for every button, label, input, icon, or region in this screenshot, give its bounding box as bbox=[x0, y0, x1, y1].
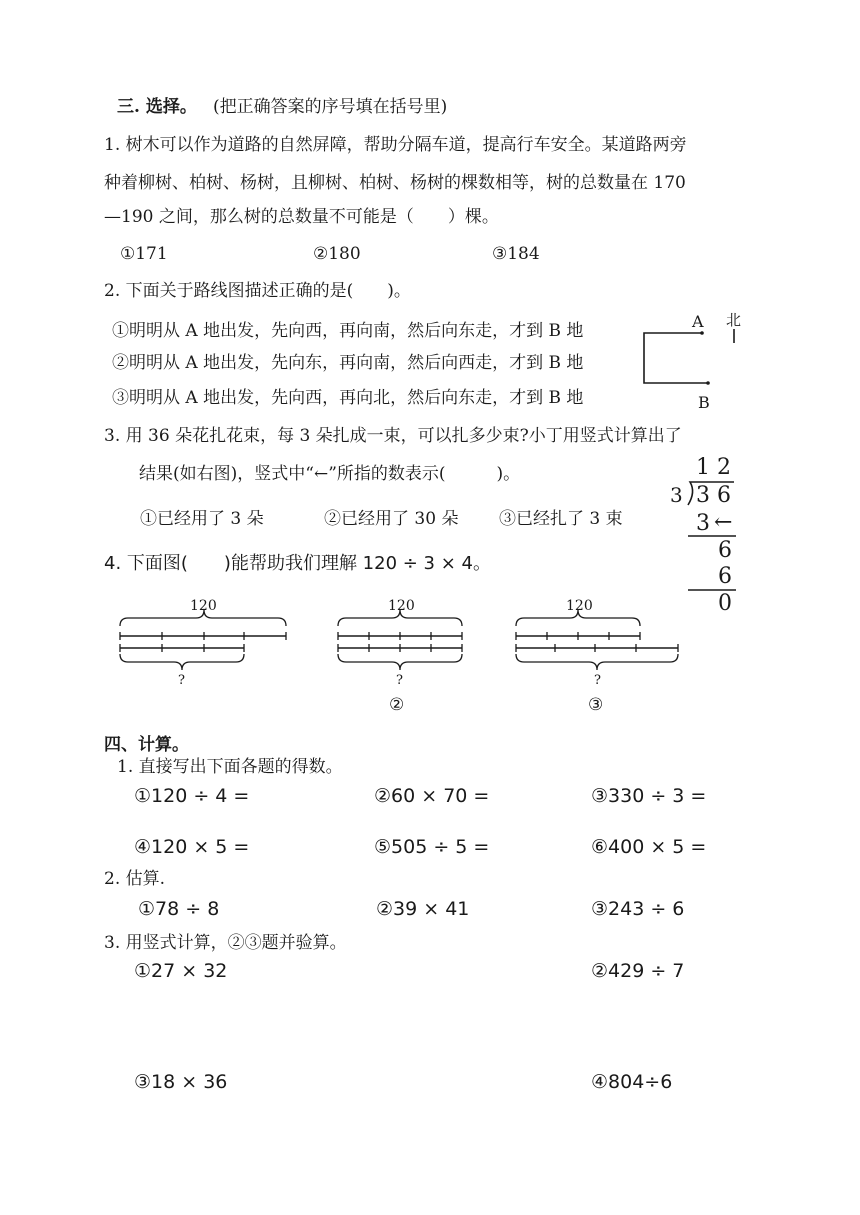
p1-title: 1. 直接写出下面各题的得数。 bbox=[117, 757, 343, 777]
p3-item-3: ③18 × 36 bbox=[134, 1071, 228, 1093]
q1-option-3: ③184 bbox=[492, 244, 540, 264]
figure1-question: ? bbox=[178, 673, 185, 688]
division-arrow: ← bbox=[714, 510, 733, 535]
section3-title: 三. 选择。 bbox=[117, 97, 197, 117]
figure1-bottom-brace bbox=[120, 654, 244, 670]
p1-item-6: ⑥400 × 5 = bbox=[591, 836, 707, 858]
division-step3: 6 bbox=[718, 564, 732, 589]
q3-option-2: ②已经用了 30 朵 bbox=[324, 509, 459, 529]
bar-figure-1 bbox=[112, 592, 297, 692]
q2-option-1: ①明明从 A 地出发，先向西，再向南，然后向东走，才到 B 地 bbox=[112, 321, 584, 341]
section4-title: 四、计算。 bbox=[104, 735, 189, 755]
q2-option-2: ②明明从 A 地出发，先向东，再向南，然后向西走，才到 B 地 bbox=[112, 353, 584, 373]
route-path bbox=[644, 333, 708, 383]
route-label-b: B bbox=[698, 393, 710, 412]
figure2-label: ② bbox=[389, 695, 405, 715]
point-b bbox=[706, 381, 710, 385]
q1-option-1: ①171 bbox=[120, 244, 168, 264]
division-remainder: 0 bbox=[718, 591, 732, 616]
north-label: 北 bbox=[726, 311, 742, 329]
p2-item-2: ②39 × 41 bbox=[376, 898, 470, 920]
figure2-bottom-brace bbox=[338, 654, 462, 670]
p1-item-4: ④120 × 5 = bbox=[134, 836, 250, 858]
figure3-total: 120 bbox=[566, 598, 593, 614]
division-step1: 3 bbox=[696, 511, 710, 536]
p3-item-4: ④804÷6 bbox=[591, 1071, 673, 1093]
figure2-top-brace bbox=[338, 610, 462, 626]
figure2-question: ? bbox=[396, 673, 403, 688]
route-map bbox=[630, 305, 760, 415]
point-a bbox=[700, 331, 704, 335]
p2-item-3: ③243 ÷ 6 bbox=[591, 898, 685, 920]
division-divisor: 3 bbox=[670, 483, 683, 507]
figure3-label: ③ bbox=[588, 695, 604, 715]
p2-title: 2. 估算. bbox=[104, 869, 166, 889]
p3-item-2: ②429 ÷ 7 bbox=[591, 960, 685, 982]
figure3-top-brace bbox=[516, 610, 640, 626]
p1-item-5: ⑤505 ÷ 5 = bbox=[374, 836, 490, 858]
q3-line1: 3. 用 36 朵花扎花束，每 3 朵扎成一束，可以扎多少束?小丁用竖式计算出了 bbox=[104, 426, 682, 446]
bar-figure-2 bbox=[330, 592, 475, 717]
q1-line1: 1. 树木可以作为道路的自然屏障，帮助分隔车道，提高行车安全。某道路两旁 bbox=[104, 135, 687, 155]
q3-option-1: ①已经用了 3 朵 bbox=[140, 509, 264, 529]
q3-line2: 结果(如右图)，竖式中“←”所指的数表示( )。 bbox=[139, 464, 521, 484]
bar-figure-3 bbox=[508, 592, 693, 717]
figure2-total: 120 bbox=[388, 598, 415, 614]
q2-option-3: ③明明从 A 地出发，先向西，再向北，然后向东走，才到 B 地 bbox=[112, 388, 584, 408]
route-label-a: A bbox=[692, 312, 704, 331]
q1-line2: 种着柳树、柏树、杨树，且柳树、柏树、杨树的棵数相等，树的总数量在 170 bbox=[104, 173, 686, 193]
section3-instruction: (把正确答案的序号填在括号里) bbox=[213, 97, 448, 117]
p2-item-1: ①78 ÷ 8 bbox=[138, 898, 220, 920]
p3-item-1: ①27 × 32 bbox=[134, 960, 228, 982]
figure3-question: ? bbox=[594, 673, 601, 688]
p1-item-1: ①120 ÷ 4 = bbox=[134, 785, 250, 807]
division-step2: 6 bbox=[718, 538, 732, 563]
figure3-bottom-brace bbox=[516, 654, 678, 670]
figure1-total: 120 bbox=[190, 598, 217, 614]
q1-option-2: ②180 bbox=[313, 244, 361, 264]
p3-title: 3. 用竖式计算，②③题并验算。 bbox=[104, 933, 347, 953]
division-quotient: 1 2 bbox=[696, 455, 731, 480]
q4-stem: 4. 下面图( )能帮助我们理解 120 ÷ 3 × 4。 bbox=[104, 553, 491, 574]
q1-line3: —190 之间，那么树的总数量不可能是（ ）棵。 bbox=[104, 207, 499, 227]
p1-item-3: ③330 ÷ 3 = bbox=[591, 785, 707, 807]
q2-stem: 2. 下面关于路线图描述正确的是( )。 bbox=[104, 281, 411, 301]
q3-option-3: ③已经扎了 3 束 bbox=[499, 509, 623, 529]
p1-item-2: ②60 × 70 = bbox=[374, 785, 490, 807]
division-dividend: 3 6 bbox=[696, 483, 731, 508]
